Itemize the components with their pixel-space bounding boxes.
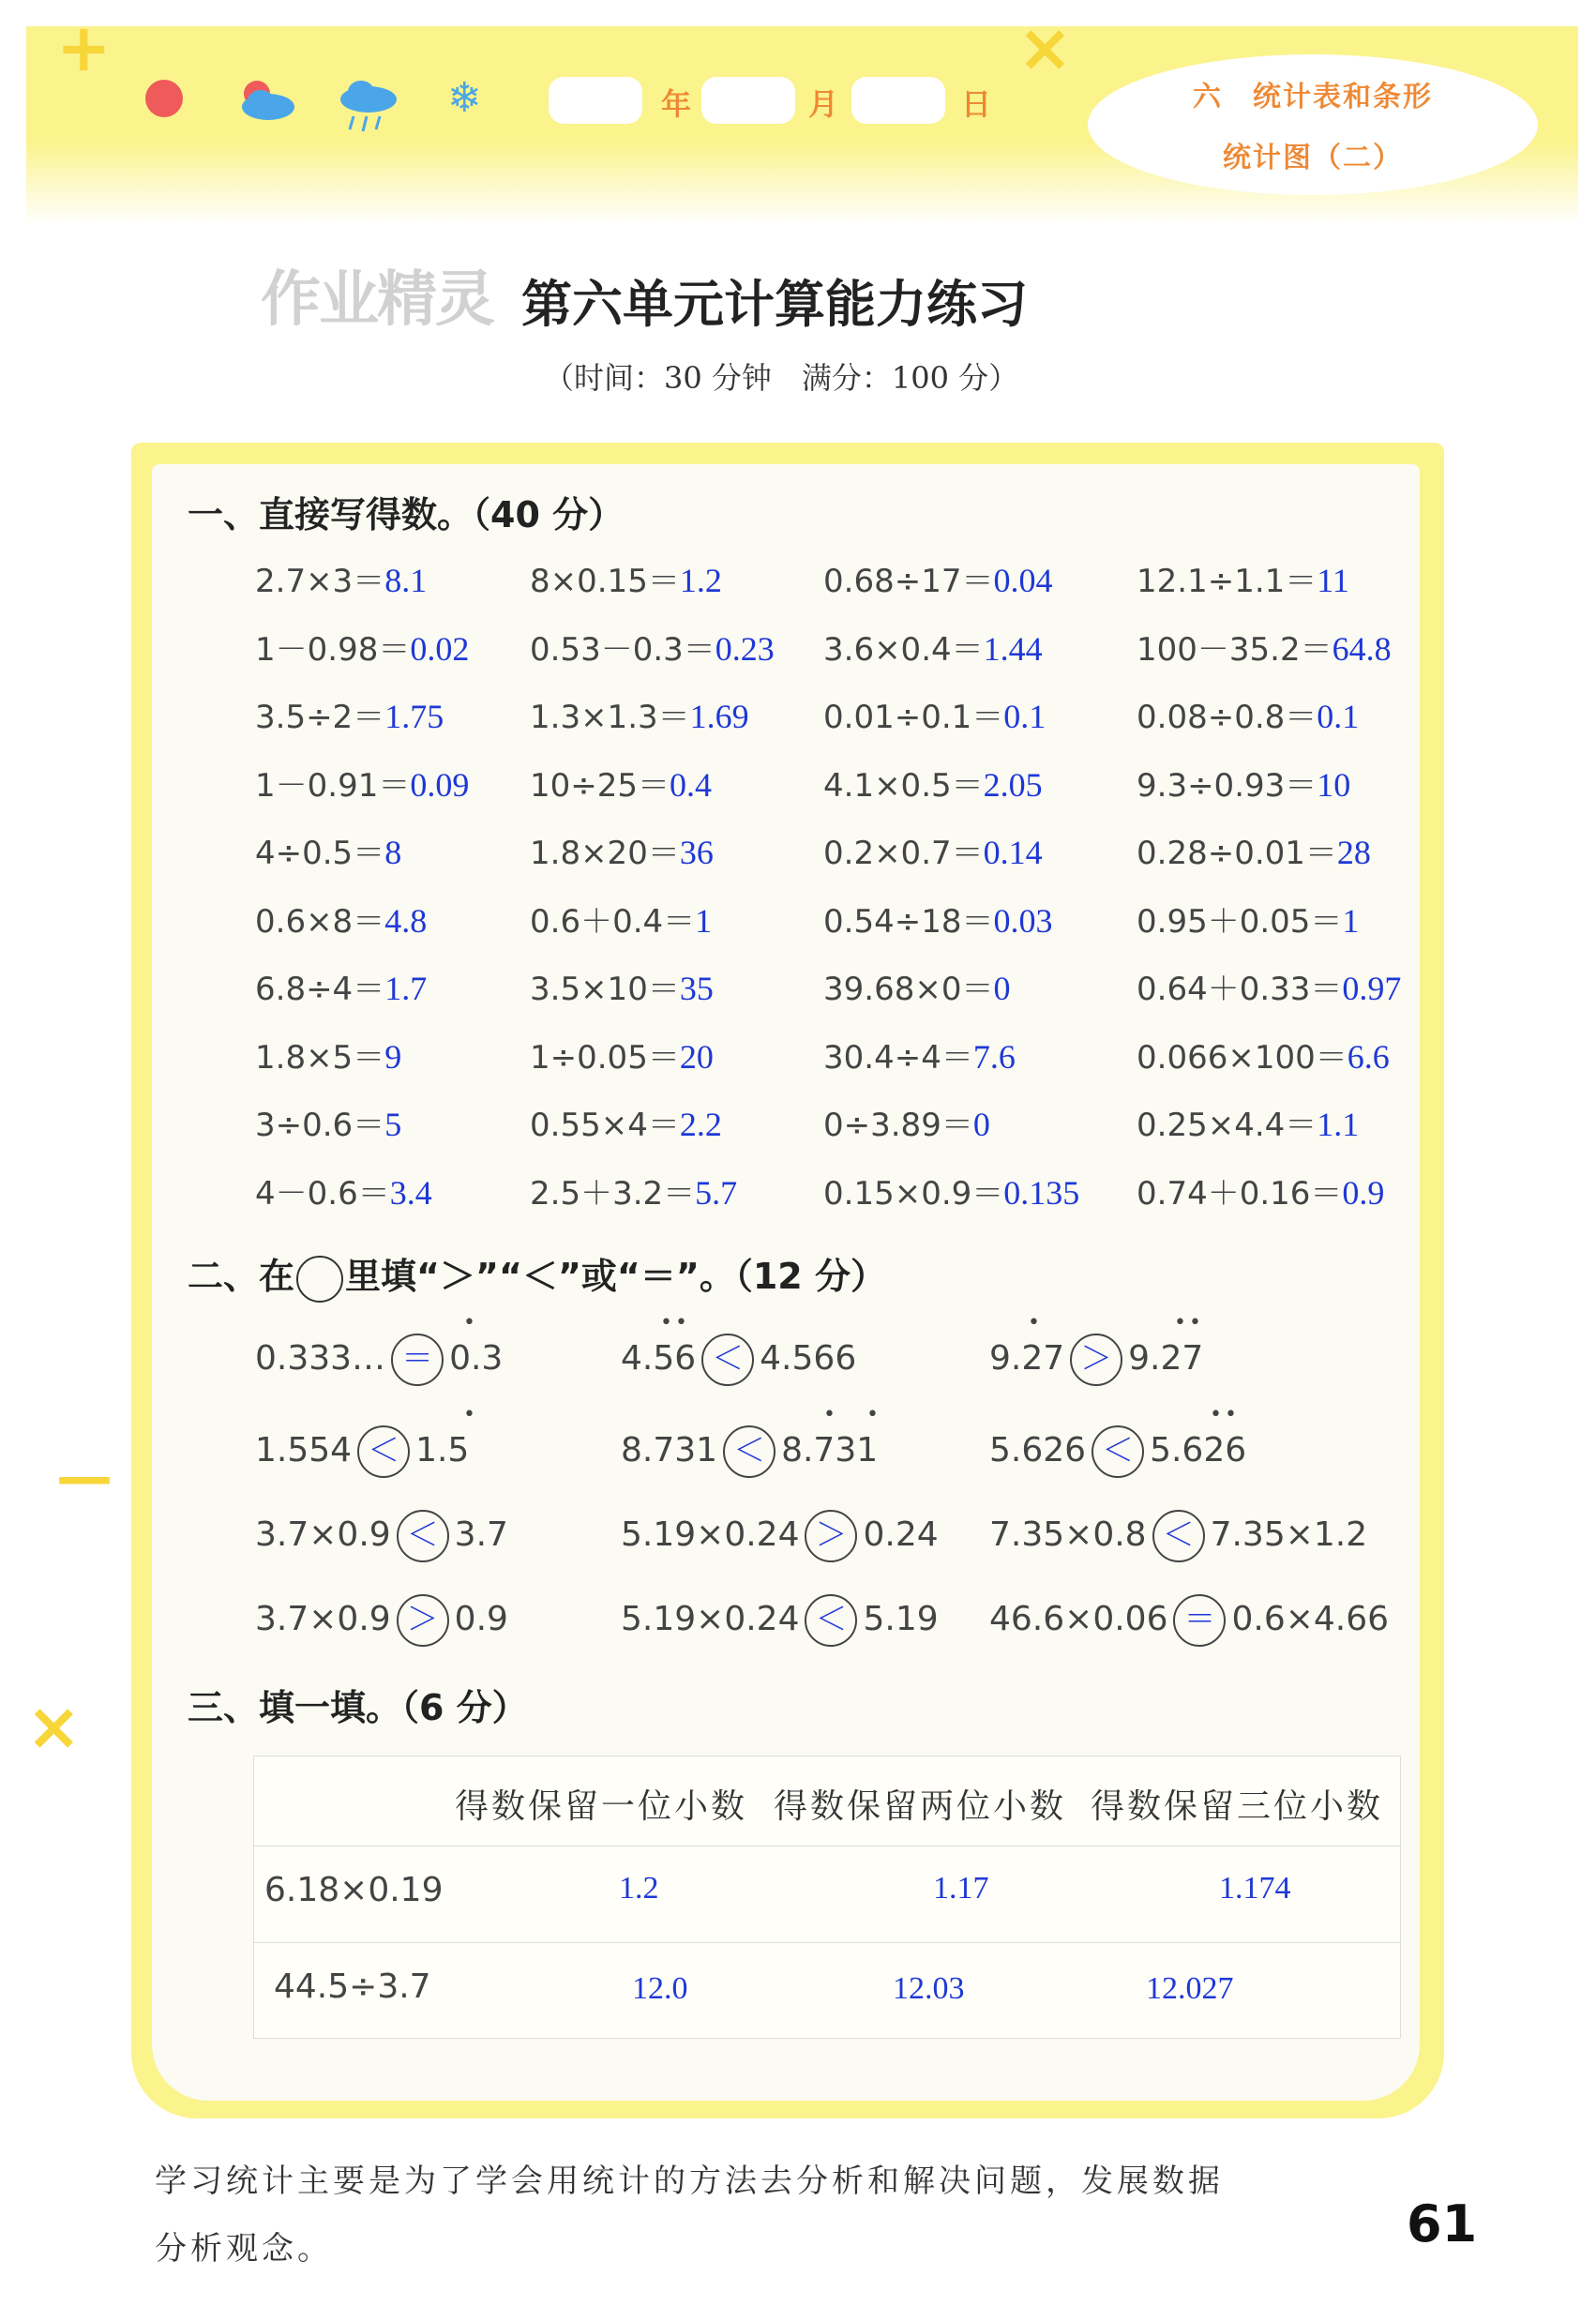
comparison-left: 3.7×0.9 bbox=[255, 1515, 391, 1554]
repeating-dot: • bbox=[866, 1403, 879, 1426]
page-subtitle: （时间：30 分钟 满分：100 分） bbox=[544, 360, 1019, 396]
comparison-item bbox=[255, 1334, 503, 1386]
repeating-dot: • bbox=[675, 1311, 687, 1334]
math-expression: 0.74＋0.16＝ bbox=[1137, 1174, 1343, 1213]
mental-math-item bbox=[1137, 555, 1349, 601]
math-answer[interactable]: 1.1 bbox=[1317, 1106, 1360, 1143]
comparison-right: 9.27 bbox=[1128, 1339, 1204, 1378]
math-answer[interactable]: 5 bbox=[384, 1106, 402, 1143]
mental-math-item bbox=[530, 1032, 714, 1078]
page-title: 第六单元计算能力练习 bbox=[521, 275, 1028, 334]
comparison-answer-circle[interactable]: ＞ bbox=[1070, 1334, 1122, 1386]
table-header-2dp: 得数保留两位小数 bbox=[774, 1787, 1067, 1826]
math-expression: 0.15×0.9＝ bbox=[823, 1174, 1004, 1213]
comparison-item bbox=[255, 1594, 508, 1647]
cloudy-icon bbox=[233, 75, 298, 138]
sun-icon bbox=[145, 80, 183, 117]
math-answer[interactable]: 1.44 bbox=[983, 629, 1043, 668]
math-expression: 3.6×0.4＝ bbox=[823, 630, 984, 669]
rain-icon bbox=[333, 75, 400, 147]
comparison-left: 0.333… bbox=[255, 1339, 386, 1378]
comparison-answer-circle[interactable]: ＝ bbox=[391, 1334, 444, 1386]
year-box[interactable] bbox=[549, 77, 642, 124]
mental-math-item bbox=[255, 1168, 432, 1213]
repeating-dot: • bbox=[1028, 1311, 1040, 1334]
mental-math-item bbox=[1137, 1032, 1390, 1078]
mental-math-item bbox=[255, 1099, 401, 1145]
mental-math-item bbox=[823, 760, 1043, 806]
comparison-answer-circle[interactable]: ＜ bbox=[805, 1594, 857, 1647]
math-expression: 0.25×4.4＝ bbox=[1137, 1107, 1317, 1144]
math-expression: 0÷3.89＝ bbox=[823, 1107, 973, 1144]
cross-decoration-icon: × bbox=[26, 1688, 82, 1765]
math-answer[interactable]: 10 bbox=[1317, 765, 1351, 804]
mental-math-item bbox=[255, 691, 444, 737]
repeating-dot: • bbox=[1189, 1311, 1201, 1334]
math-expression: 4.1×0.5＝ bbox=[823, 766, 984, 805]
math-answer[interactable]: 1.7 bbox=[384, 970, 428, 1007]
comparison-right: 0.9 bbox=[454, 1600, 508, 1638]
math-answer[interactable]: 0.23 bbox=[715, 629, 775, 668]
comparison-answer-circle[interactable]: ＝ bbox=[1173, 1594, 1226, 1647]
repeating-dot: • bbox=[1225, 1403, 1237, 1426]
comparison-answer-circle[interactable]: ＜ bbox=[357, 1425, 410, 1478]
comparison-answer-circle[interactable]: ＜ bbox=[723, 1425, 775, 1478]
year-label: 年 bbox=[661, 86, 692, 122]
comparison-item bbox=[989, 1334, 1203, 1386]
day-box[interactable] bbox=[851, 77, 945, 124]
math-expression: 1.3×1.3＝ bbox=[530, 699, 690, 736]
math-expression: 0.08÷0.8＝ bbox=[1137, 699, 1317, 736]
day-label: 日 bbox=[961, 86, 992, 122]
math-expression: 10÷25＝ bbox=[530, 766, 670, 805]
cross-decoration-icon: × bbox=[1017, 9, 1073, 86]
page-number: 61 bbox=[1407, 2194, 1478, 2253]
comparison-item bbox=[621, 1334, 856, 1386]
math-expression: 4－0.6＝ bbox=[255, 1174, 390, 1213]
mental-math-item bbox=[255, 760, 469, 806]
mental-math-item bbox=[255, 827, 401, 873]
math-answer[interactable]: 0 bbox=[972, 1106, 990, 1143]
comparison-right: 7.35×1.2 bbox=[1210, 1515, 1368, 1554]
mental-math-item bbox=[1137, 691, 1359, 737]
math-answer[interactable]: 8.1 bbox=[384, 562, 428, 599]
section3-heading: 三、填一填。（6 分） bbox=[188, 1687, 528, 1728]
math-answer[interactable]: 0.1 bbox=[1003, 698, 1046, 735]
comparison-left: 7.35×0.8 bbox=[989, 1515, 1147, 1554]
math-expression: 12.1÷1.1＝ bbox=[1137, 563, 1317, 600]
comparison-item bbox=[621, 1510, 939, 1562]
comparison-right: 5.626 bbox=[1150, 1431, 1247, 1470]
table-answer[interactable]: 1.174 bbox=[1219, 1871, 1291, 1906]
math-expression: 1.8×5＝ bbox=[255, 1038, 385, 1077]
mental-math-item bbox=[530, 963, 714, 1009]
table-row-expr: 44.5÷3.7 bbox=[274, 1967, 431, 2006]
repeating-dot: • bbox=[1174, 1311, 1186, 1334]
mental-math-item bbox=[255, 896, 427, 942]
mental-math-item bbox=[530, 624, 775, 670]
math-expression: 0.95＋0.05＝ bbox=[1137, 902, 1343, 941]
comparison-answer-circle[interactable]: ＜ bbox=[1092, 1425, 1144, 1478]
comparison-item bbox=[255, 1510, 508, 1562]
mental-math-item bbox=[823, 624, 1043, 670]
math-answer[interactable]: 1 bbox=[695, 901, 713, 940]
table-header-1dp: 得数保留一位小数 bbox=[455, 1787, 748, 1826]
table-answer[interactable]: 12.027 bbox=[1146, 1971, 1234, 2006]
mental-math-item bbox=[530, 896, 712, 942]
table-divider bbox=[254, 1942, 1400, 1943]
math-answer[interactable]: 20 bbox=[679, 1037, 714, 1076]
mental-math-item bbox=[530, 1099, 722, 1145]
math-expression: 0.01÷0.1＝ bbox=[823, 699, 1004, 736]
month-label: 月 bbox=[808, 86, 839, 122]
math-expression: 9.3÷0.93＝ bbox=[1137, 766, 1317, 805]
math-expression: 0.066×100＝ bbox=[1137, 1038, 1348, 1077]
section2-heading-b: 里填“＞”“＜”或“＝”。（12 分） bbox=[345, 1256, 886, 1297]
math-expression: 2.5＋3.2＝ bbox=[530, 1174, 696, 1213]
math-expression: 39.68×0＝ bbox=[823, 971, 994, 1008]
mental-math-item bbox=[823, 1099, 990, 1145]
comparison-left: 4.56 bbox=[621, 1339, 697, 1378]
mental-math-item bbox=[1137, 1168, 1384, 1213]
minus-decoration-icon: — bbox=[56, 1444, 113, 1510]
comparison-right: 0.24 bbox=[863, 1515, 939, 1554]
math-answer[interactable]: 35 bbox=[679, 970, 714, 1007]
math-answer[interactable]: 1 bbox=[1342, 901, 1360, 940]
footer-note-line1: 学习统计主要是为了学会用统计的方法去分析和解决问题，发展数据 bbox=[155, 2163, 1224, 2200]
math-answer[interactable]: 1.2 bbox=[679, 562, 722, 599]
comparison-item bbox=[621, 1594, 939, 1647]
math-expression: 3.5×10＝ bbox=[530, 971, 680, 1008]
mental-math-item bbox=[530, 760, 712, 806]
comparison-answer-circle[interactable]: ＜ bbox=[397, 1510, 449, 1562]
comparison-left: 5.19×0.24 bbox=[621, 1515, 800, 1554]
math-expression: 30.4÷4＝ bbox=[823, 1038, 973, 1077]
section2-heading-a: 二、在 bbox=[188, 1256, 295, 1297]
repeating-dot: • bbox=[660, 1311, 672, 1334]
math-answer[interactable]: 2.05 bbox=[983, 765, 1043, 804]
table-answer[interactable]: 1.2 bbox=[619, 1871, 659, 1906]
repeating-dot: • bbox=[823, 1403, 836, 1426]
math-expression: 0.64＋0.33＝ bbox=[1137, 971, 1343, 1008]
comparison-right: 3.7 bbox=[454, 1515, 508, 1554]
comparison-left: 8.731 bbox=[621, 1431, 718, 1470]
comparison-item bbox=[989, 1594, 1389, 1647]
mental-math-item bbox=[255, 624, 469, 670]
mental-math-item bbox=[823, 963, 1010, 1009]
math-expression: 6.8÷4＝ bbox=[255, 971, 385, 1008]
mental-math-item bbox=[823, 1032, 1016, 1078]
math-expression: 2.7×3＝ bbox=[255, 563, 385, 600]
mental-math-item bbox=[823, 691, 1046, 737]
math-expression: 1.8×20＝ bbox=[530, 835, 680, 872]
watermark: 作业精灵 bbox=[261, 265, 493, 335]
comparison-right: 0.6×4.66 bbox=[1231, 1600, 1390, 1638]
math-answer[interactable]: 8 bbox=[384, 834, 402, 871]
math-expression: 0.53－0.3＝ bbox=[530, 630, 715, 669]
math-expression: 0.6×8＝ bbox=[255, 902, 385, 941]
mental-math-item bbox=[823, 896, 1052, 942]
math-answer[interactable]: 0.4 bbox=[670, 765, 713, 804]
mental-math-item bbox=[530, 555, 722, 601]
mental-math-item bbox=[1137, 760, 1350, 806]
month-box[interactable] bbox=[701, 77, 795, 124]
math-answer[interactable]: 0 bbox=[993, 970, 1011, 1007]
mental-math-item bbox=[530, 827, 714, 873]
mental-math-item bbox=[1137, 1099, 1359, 1145]
comparison-answer-circle[interactable]: ＞ bbox=[805, 1510, 857, 1562]
math-answer[interactable]: 4.8 bbox=[384, 901, 428, 940]
plus-decoration-icon: + bbox=[56, 9, 112, 86]
comparison-left: 5.19×0.24 bbox=[621, 1600, 800, 1638]
comparison-item bbox=[989, 1510, 1367, 1562]
comparison-left: 5.626 bbox=[989, 1431, 1087, 1470]
math-expression: 0.55×4＝ bbox=[530, 1107, 680, 1144]
table-header-3dp: 得数保留三位小数 bbox=[1091, 1787, 1384, 1826]
math-expression: 1÷0.05＝ bbox=[530, 1038, 680, 1077]
math-answer[interactable]: 0.14 bbox=[983, 834, 1043, 871]
math-answer[interactable]: 11 bbox=[1317, 562, 1349, 599]
mental-math-item bbox=[823, 555, 1052, 601]
math-answer[interactable]: 3.4 bbox=[389, 1173, 432, 1212]
math-expression: 3÷0.6＝ bbox=[255, 1107, 385, 1144]
mental-math-item bbox=[1137, 896, 1359, 942]
repeating-dot: • bbox=[463, 1403, 475, 1426]
math-answer[interactable]: 1.69 bbox=[689, 698, 749, 735]
comparison-item bbox=[255, 1425, 469, 1478]
mental-math-item bbox=[823, 1168, 1079, 1213]
math-answer[interactable]: 5.7 bbox=[695, 1173, 738, 1212]
comparison-left: 46.6×0.06 bbox=[989, 1600, 1168, 1638]
comparison-right: 1.5 bbox=[415, 1431, 470, 1470]
section1-heading: 一、直接写得数。（40 分） bbox=[188, 494, 625, 535]
snow-icon: ❄ bbox=[447, 74, 482, 122]
math-expression: 3.5÷2＝ bbox=[255, 699, 385, 736]
comparison-right: 8.731 bbox=[781, 1431, 879, 1470]
math-answer[interactable]: 0.97 bbox=[1342, 970, 1402, 1007]
mental-math-item bbox=[255, 1032, 401, 1078]
mental-math-item bbox=[823, 827, 1043, 873]
mental-math-item bbox=[1137, 624, 1392, 670]
comparison-answer-circle[interactable]: ＜ bbox=[701, 1334, 754, 1386]
comparison-right: 5.19 bbox=[863, 1600, 939, 1638]
comparison-answer-circle[interactable]: ＞ bbox=[397, 1594, 449, 1647]
comparison-left: 1.554 bbox=[255, 1431, 353, 1470]
math-answer[interactable]: 0.09 bbox=[410, 765, 470, 804]
comparison-right: 4.566 bbox=[760, 1339, 857, 1378]
section2-heading bbox=[188, 1247, 886, 1303]
mental-math-item bbox=[530, 1168, 737, 1213]
comparison-answer-circle[interactable]: ＜ bbox=[1152, 1510, 1205, 1562]
math-answer[interactable]: 0.04 bbox=[993, 562, 1053, 599]
math-answer[interactable]: 0.02 bbox=[410, 629, 470, 668]
math-answer[interactable]: 6.6 bbox=[1347, 1037, 1390, 1076]
mental-math-item bbox=[1137, 827, 1371, 873]
chapter-badge bbox=[1088, 54, 1538, 195]
table-answer[interactable]: 12.03 bbox=[893, 1971, 965, 2006]
math-expression: 8×0.15＝ bbox=[530, 563, 680, 600]
mental-math-item bbox=[1137, 963, 1401, 1009]
math-expression: 0.6＋0.4＝ bbox=[530, 902, 696, 941]
math-answer[interactable]: 28 bbox=[1336, 834, 1371, 871]
repeating-dot: • bbox=[463, 1311, 475, 1334]
comparison-item bbox=[989, 1425, 1246, 1478]
math-answer[interactable]: 0.03 bbox=[993, 901, 1053, 940]
math-expression: 100－35.2＝ bbox=[1137, 630, 1333, 669]
math-answer[interactable]: 7.6 bbox=[972, 1037, 1016, 1076]
math-answer[interactable]: 64.8 bbox=[1332, 629, 1392, 668]
repeating-dot: • bbox=[1210, 1403, 1222, 1426]
math-expression: 1－0.98＝ bbox=[255, 630, 411, 669]
chapter-line2: 统计图（二） bbox=[1223, 142, 1403, 174]
math-expression: 0.2×0.7＝ bbox=[823, 835, 984, 872]
table-answer[interactable]: 12.0 bbox=[632, 1971, 688, 2006]
comparison-left: 3.7×0.9 bbox=[255, 1600, 391, 1638]
math-expression: 0.54÷18＝ bbox=[823, 902, 994, 941]
table-answer[interactable]: 1.17 bbox=[933, 1871, 989, 1906]
math-expression: 4÷0.5＝ bbox=[255, 835, 385, 872]
chapter-line1: 六 统计表和条形 bbox=[1193, 81, 1433, 113]
math-expression: 1－0.91＝ bbox=[255, 766, 411, 805]
math-answer[interactable]: 1.75 bbox=[384, 698, 444, 735]
mental-math-item bbox=[255, 555, 427, 601]
math-answer[interactable]: 9 bbox=[384, 1037, 402, 1076]
math-answer[interactable]: 0.135 bbox=[1003, 1173, 1080, 1212]
mental-math-item bbox=[255, 963, 427, 1009]
math-answer[interactable]: 0.1 bbox=[1317, 698, 1360, 735]
math-expression: 0.68÷17＝ bbox=[823, 563, 994, 600]
math-answer[interactable]: 2.2 bbox=[679, 1106, 722, 1143]
mental-math-item bbox=[530, 691, 749, 737]
comparison-right: 0.3 bbox=[449, 1339, 504, 1378]
comparison-item bbox=[621, 1425, 878, 1478]
comparison-left: 9.27 bbox=[989, 1339, 1065, 1378]
table-row-expr: 6.18×0.19 bbox=[264, 1871, 444, 1909]
footer-note-line2: 分析观念。 bbox=[155, 2230, 333, 2268]
math-answer[interactable]: 0.9 bbox=[1342, 1173, 1385, 1212]
math-expression: 0.28÷0.01＝ bbox=[1137, 835, 1337, 872]
blank-circle-icon bbox=[296, 1256, 343, 1303]
math-answer[interactable]: 36 bbox=[679, 834, 714, 871]
